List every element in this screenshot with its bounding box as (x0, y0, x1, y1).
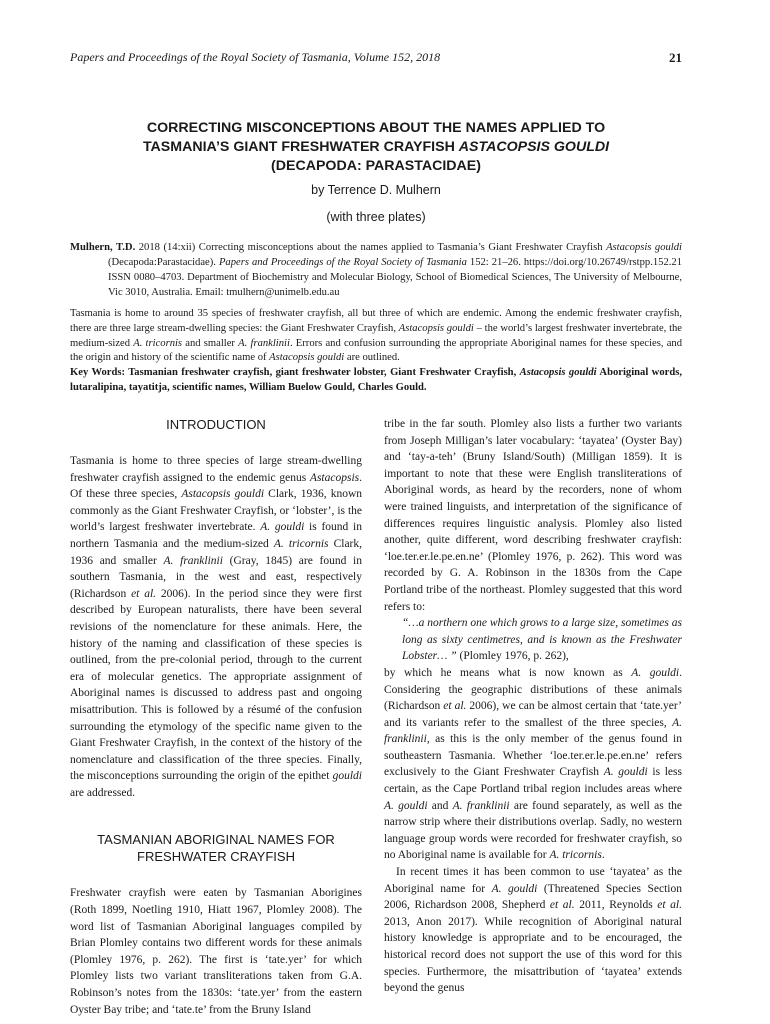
italic-seg: A. franklinii (384, 716, 682, 746)
italic-seg: A. franklinii (452, 799, 510, 812)
title-line-2 (70, 138, 682, 157)
abstract-species: A. franklinii (238, 337, 290, 349)
italic-seg: et al. (443, 700, 467, 713)
abstract-seg: and smaller (182, 337, 239, 349)
continuation-paragraph: tribe in the far south. Plomley also lists a further two variants from Joseph Milligan’s later vocabulary: ‘tayatea’ (Oyster Bay) and ‘tay-a-teh’ (Bruny Island/South) (Milligan 1859). It is important to note that these were English transliterations of Aboriginal words, as heard by the recorders, none of whom were trained linguists, and interpretation of the significance of differences requires linguistic analysis. Plomley also listed another, quite different, word describing freshwater crayfish: ‘loe.ter.er.le.pe.en.ne’ (Plomley 1976, p. 262). This word was recorded by G. A. Robinson in the 1830s from the Cape Portland tribe of the northeast. Plomley suggested that this word refers to: (384, 418, 682, 613)
title-species: ASTACOPSIS GOULDI (458, 139, 610, 155)
text-seg: . Of these three species, (70, 471, 362, 501)
text-seg: are found separately, as well as the narrow strip where their distributions overlap. Sadly, no western language group words were recorded for freshwater crayfish, so no Aboriginal name is available for (384, 799, 682, 862)
abstract-text (70, 307, 682, 366)
author-byline: by Terrence D. Mulhern (311, 183, 441, 197)
key-words-seg: Aboriginal words, lutaralipina, tayatitja, scientific names, William Buelow Gould, Charles Gould. (70, 367, 682, 393)
italic-seg: A. gouldi (603, 766, 648, 779)
abstract-seg: Tasmania is home to around 35 species of freshwater crayfish, all but three of which are endemic. Among the endemic freshwater crayfish, there are three large stream-dwelling species: the Giant Freshwater Crayfish, (70, 308, 682, 334)
italic-seg: A. gouldi (384, 799, 428, 812)
quote-reference: (Plomley 1976, p. 262), (456, 650, 569, 663)
text-seg: Tasmania is home to three species of large stream-dwelling freshwater crayfish assigned to the endemic genus (70, 455, 362, 484)
text-seg: Clark, 1936 and smaller (70, 537, 363, 567)
italic-seg: Astacopsis gouldi (181, 488, 265, 501)
recent-use-paragraph (384, 864, 682, 997)
text-seg: are addressed. (70, 786, 136, 799)
abstract (70, 307, 682, 396)
italic-seg: et al. (131, 587, 157, 600)
text-seg: 2011, Reynolds (574, 899, 658, 912)
left-column (70, 416, 362, 1018)
journal-name: Papers and Proceedings of the Royal Society of Tasmania, Volume 152, 2018 (70, 50, 441, 64)
text-seg: . (601, 849, 605, 862)
title-line-3: (DECAPODA: PARASTACIDAE) (271, 158, 481, 174)
text-seg: is found in northern Tasmania and the medium-sized (70, 521, 363, 550)
key-words (70, 366, 682, 396)
text-seg: Clark, 1936, known commonly as the Giant Freshwater Crayfish, or ‘lobster’, is the world’s largest freshwater invertebrate. (70, 488, 362, 534)
abstract-seg: are outlined. (344, 352, 400, 364)
text-seg: by which he means what is now known as (384, 666, 632, 679)
quote-text: “…a northern one which grows to a large size, sometimes as long as sixty centimetres, and is known as the Freshwater Lobster… ” (402, 617, 682, 663)
italic-seg: A. franklinii (163, 554, 223, 567)
italic-seg: et al. (657, 899, 682, 912)
introduction-paragraph (70, 453, 362, 801)
abstract-species: Astacopsis gouldi (269, 352, 345, 364)
article-title (70, 119, 682, 176)
citation-species: Astacopsis gouldi (606, 242, 682, 253)
abstract-species: Astacopsis gouldi (398, 322, 474, 334)
text-seg: , as this is the only member of the genus found in southeastern Tasmania. Whether ‘loe.ter.er.le.pe.en.ne’ refers exclusively to the Giant Freshwater Crayfish (384, 733, 682, 779)
italic-seg: gouldi (332, 770, 362, 783)
heading-line: FRESHWATER CRAYFISH (137, 849, 295, 865)
abstract-species: A. tricornis (133, 337, 183, 349)
text-seg: 2006). In the period since they were first described by European naturalists, there have been several revisions of the nomenclature for these animals. Here, the history of the naming and classification of these species is outlined, from the pre-colonial period, through to the current era of molecular genetics. The appropriate assignment of Aboriginal names is discussed to address past and ongoing misattribution. This is followed by a résumé of the confusion surrounding the etymology of the specific name given to the Giant Freshwater Crayfish, in the context of the history of the nomenclature and classification of the three species. Finally, the misconceptions surrounding the origin of the epithet (70, 587, 362, 783)
page-number: 21 (669, 50, 682, 65)
heading-line: TASMANIAN ABORIGINAL NAMES FOR (97, 832, 335, 848)
citation-author: Mulhern, T.D. (70, 242, 136, 253)
plates-note: (with three plates) (326, 210, 426, 224)
text-seg: In recent times it has been common to use ‘tayatea’ as the Aboriginal name for (384, 866, 682, 895)
key-words-species: Astacopsis gouldi (519, 367, 597, 379)
citation-journal: Papers and Proceedings of the Royal Society of Tasmania (218, 257, 467, 268)
italic-seg: A. tricornis (549, 849, 602, 862)
block-quote (384, 615, 682, 665)
title-line-1: CORRECTING MISCONCEPTIONS ABOUT THE NAMES APPLIED TO (146, 120, 606, 136)
italic-seg: A. gouldi (491, 882, 538, 895)
text-seg: and (427, 799, 453, 812)
text-seg: (Gray, 1845) are found in southern Tasmania, in the west and east, respectively (Richardson (70, 554, 362, 600)
italic-seg: A. gouldi (631, 666, 680, 679)
italic-seg: et al. (549, 899, 575, 912)
italic-seg: A. tricornis (273, 537, 329, 550)
section-heading-aboriginal-names (70, 831, 362, 865)
abstract-seg: – the world’s largest freshwater invertebrate, the medium-sized (70, 322, 683, 349)
right-column (384, 416, 682, 997)
key-words-seg: Key Words: Tasmanian freshwater crayfish, giant freshwater lobster, Giant Freshwater Crayfish, (70, 367, 520, 379)
text-seg: 2006), we can be almost certain that ‘tate.yer’ and its variants refer to the smallest of the three species, (384, 700, 682, 729)
text-seg: . Considering the geographic distributions of these animals (Richardson (384, 666, 682, 713)
citation-text-2: (Decapoda:Parastacidae). (108, 257, 219, 268)
names-paragraph: Freshwater crayfish were eaten by Tasmanian Aborigines (Roth 1899, Noetling 1910, Hiatt 1967, Plomley 2008). The word list of Tasmanian Aboriginal languages compiled by Brian Plomley contains two different words for these animals (Plomley 1976, p. 262). The first is ‘tate.yer’ for which Plomley lists two variant transliterations taken from G.A. Robinson’s notes from the 1830s: ‘tate.yer’ from the eastern Oyster Bay tribe; and ‘tate.te’ from the Bruny Island (70, 887, 362, 1016)
citation-block (70, 240, 682, 300)
title-line-2-text: TASMANIA’S GIANT FRESHWATER CRAYFISH (142, 139, 459, 155)
italic-seg: Astacopsis (309, 471, 360, 484)
distribution-paragraph (384, 665, 682, 864)
running-header (70, 50, 682, 70)
italic-seg: A. gouldi (260, 521, 305, 534)
section-heading-introduction: INTRODUCTION (166, 417, 266, 432)
text-seg: 2013, Anon 2017). While recognition of Aboriginal natural history knowledge is appropriate and to be encouraged, the historical record does not support the use of this word for this species. Furthermore, the misattribution of ‘tayatea’ extends beyond the genus (384, 915, 682, 995)
citation-text-3: 152: 21–26. https://doi.org/10.26749/rstpp.152.21 ISSN 0080–4703. Department of Biochemistry and Molecular Biology, School of Biomedical Sciences, The University of Melbourne, Vic 3010, Australia. Email: tmulhern@unimelb.edu.au (108, 257, 682, 298)
text-seg: (Threatened Species Section 2006, Richardson 2008, Shepherd (384, 882, 682, 912)
citation-text-1: 2018 (14:xii) Correcting misconceptions about the names applied to Tasmania’s Giant Freshwater Crayfish (135, 242, 607, 253)
text-seg: is less certain, as the Cape Portland tribal region includes areas where (384, 766, 682, 796)
abstract-seg: . Errors and confusion surrounding the appropriate Aboriginal names for these species, and the origin and history of the scientific name of (70, 337, 683, 364)
